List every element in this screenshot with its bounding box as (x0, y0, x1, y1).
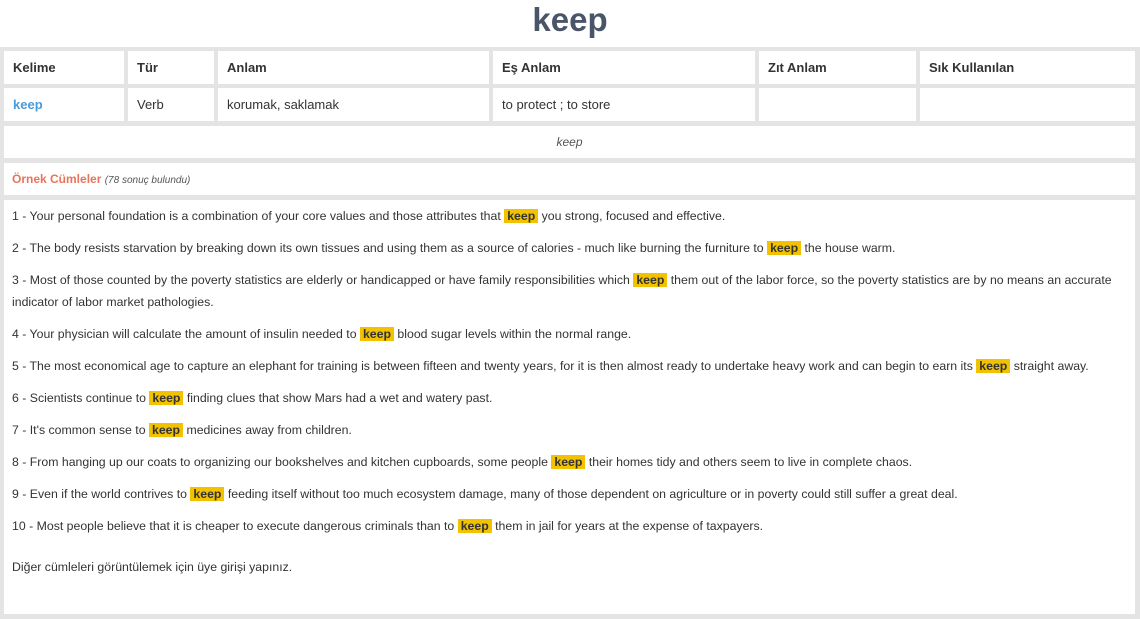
highlighted-word: keep (976, 359, 1010, 373)
sentence-text-before: 4 - Your physician will calculate the amount of insulin needed to (12, 326, 357, 341)
examples-header (4, 163, 1135, 195)
highlighted-word: keep (190, 487, 224, 501)
example-sentence (12, 270, 1127, 313)
example-sentence (12, 420, 1127, 442)
header-es-anlam: Eş Anlam (493, 51, 755, 84)
sentence-text-after: them out of the labor force, so the poverty statistics are by no means an accurate indicator of labor market pathologies. (12, 273, 1112, 309)
sentence-text-before: 5 - The most economical age to capture an elephant for training is between fifteen and twenty years, for it is then almost ready to undertake heavy work and can begin to earn its (12, 358, 973, 373)
examples-label: Örnek Cümleler (12, 172, 102, 186)
example-sentence (12, 516, 1127, 538)
example-sentence (12, 452, 1127, 474)
sentence-text-after: straight away. (1013, 358, 1089, 373)
dictionary-panel (0, 47, 1140, 619)
sentence-text-after: their homes tidy and others seem to live in complete chaos. (588, 454, 913, 469)
sentence-text-before: 2 - The body resists starvation by breaking down its own tissues and using them as a source of calories - much like burning the furniture to (12, 241, 764, 255)
sentence-text-before: 10 - Most people believe that it is cheaper to execute dangerous criminals than to (12, 518, 455, 533)
cell-kelime[interactable] (4, 88, 124, 121)
highlighted-word: keep (633, 273, 667, 287)
sentence-text-before: 6 - Scientists continue to (12, 390, 146, 405)
highlighted-word: keep (149, 423, 183, 437)
sentence-text-before: 3 - Most of those counted by the poverty statistics are elderly or handicapped or have family responsibilities which (12, 273, 630, 287)
cell-tur: Verb (128, 88, 214, 121)
highlighted-word: keep (767, 241, 801, 255)
highlighted-word: keep (149, 391, 183, 405)
example-sentence (12, 484, 1127, 506)
pronunciation: keep (4, 126, 1135, 158)
cell-es-anlam: to protect ; to store (493, 88, 755, 121)
highlighted-word: keep (458, 519, 492, 533)
header-kelime: Kelime (4, 51, 124, 84)
page-title: keep (532, 1, 608, 38)
sentence-text-after: finding clues that show Mars had a wet and watery past. (186, 390, 493, 405)
login-note[interactable]: Diğer cümleleri görüntülemek için üye girişi yapınız. (12, 560, 293, 574)
word-link[interactable]: keep (13, 97, 43, 112)
examples-count: (78 sonuç bulundu) (104, 175, 191, 186)
highlighted-word: keep (551, 455, 585, 469)
example-sentence (12, 356, 1127, 378)
sentence-text-before: 1 - Your personal foundation is a combination of your core values and those attributes that (12, 209, 501, 223)
sentence-text-after: blood sugar levels within the normal range. (397, 326, 632, 341)
sentence-text-before: 8 - From hanging up our coats to organizing our bookshelves and kitchen cupboards, some people (12, 454, 548, 469)
sentence-text-after: you strong, focused and effective. (541, 209, 726, 223)
example-sentence (12, 206, 1127, 228)
sentence-text-before: 9 - Even if the world contrives to (12, 486, 187, 501)
highlighted-word: keep (504, 209, 538, 223)
header-zit-anlam: Zıt Anlam (759, 51, 916, 84)
sentence-text-after: feeding itself without too much ecosystem damage, many of those dependent on agriculture or in poverty could still suffer a great deal. (227, 486, 958, 501)
highlighted-word: keep (360, 327, 394, 341)
example-sentence (12, 238, 1127, 260)
example-sentence (12, 324, 1127, 346)
sentence-text-after: the house warm. (804, 241, 896, 255)
examples-list (4, 200, 1135, 614)
header-anlam: Anlam (218, 51, 489, 84)
example-sentence (12, 388, 1127, 410)
cell-sik-kullanilan (920, 88, 1135, 121)
header-tur: Tür (128, 51, 214, 84)
cell-anlam: korumak, saklamak (218, 88, 489, 121)
header-sik-kullanilan: Sık Kullanılan (920, 51, 1135, 84)
sentence-text-after: medicines away from children. (186, 422, 352, 437)
cell-zit-anlam (759, 88, 916, 121)
sentence-text-before: 7 - It's common sense to (12, 422, 146, 437)
sentence-text-after: them in jail for years at the expense of taxpayers. (495, 518, 764, 533)
